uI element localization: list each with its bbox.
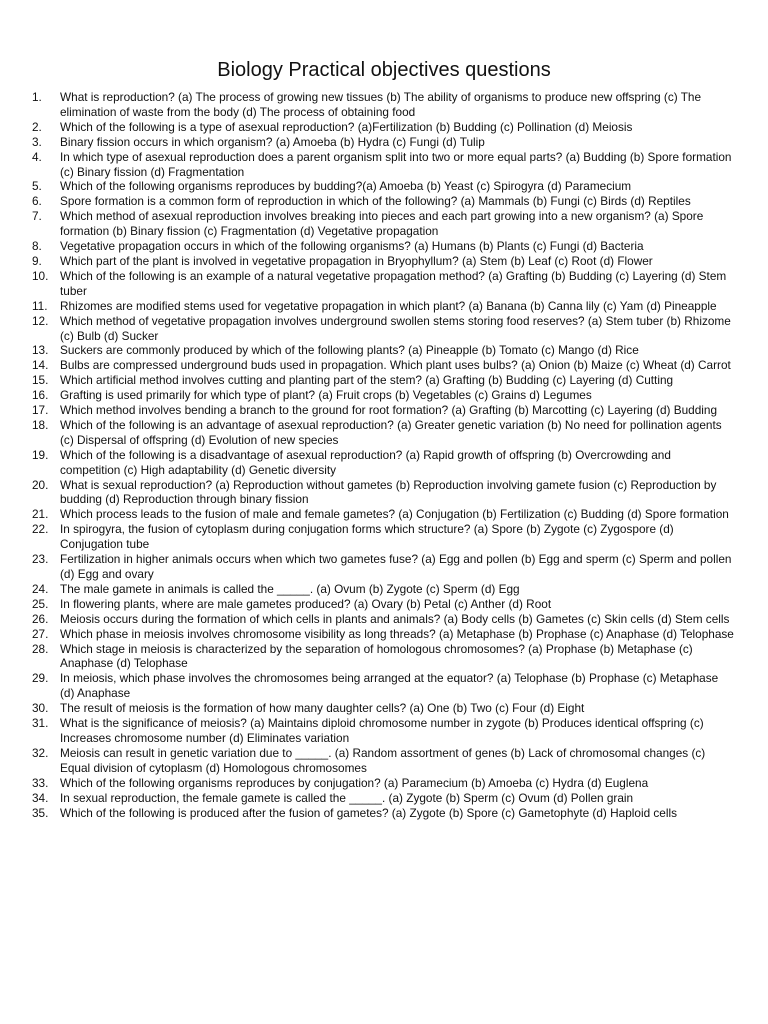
question-number: 7. [32, 209, 42, 224]
question-item [24, 642, 744, 672]
question-number: 21. [32, 507, 49, 522]
question-number: 16. [32, 388, 49, 403]
question-text: Meiosis occurs during the formation of which cells in plants and animals? (a) Body cells (b) Gametes (c) Skin cells (d) Stem cells [60, 611, 730, 626]
question-text: Which of the following is an example of a natural vegetative propagation method? (a) Grafting (b) Budding (c) Layering (d) Stem tuber [60, 268, 727, 298]
question-text: In which type of asexual reproduction does a parent organism split into two or more equal parts? (a) Budding (b) Spore formation (c) Binary fission (d) Fragmentation [60, 149, 732, 179]
question-item [24, 358, 744, 373]
question-text: Which method of vegetative propagation involves underground swollen stems storing food reserves? (a) Stem tuber (b) Rhizome (c) Bulb (d) Sucker [60, 313, 731, 343]
question-number: 3. [32, 134, 42, 149]
question-number: 35. [32, 805, 49, 820]
question-item [24, 776, 744, 791]
question-number: 9. [32, 253, 42, 268]
question-number: 6. [32, 194, 42, 209]
question-text: Which of the following is an advantage of asexual reproduction? (a) Greater genetic variation (b) No need for pollination agents (c) Dispersal of offspring (d) Evolution of new species [60, 417, 722, 447]
question-text: Bulbs are compressed underground buds used in propagation. Which plant uses bulbs? (a) Onion (b) Maize (c) Wheat (d) Carrot [60, 358, 731, 373]
question-number: 34. [32, 790, 49, 805]
question-item [24, 254, 744, 269]
question-item [24, 135, 744, 150]
question-text: Which of the following is produced after the fusion of gametes? (a) Zygote (b) Spore (c) Gametophyte (d) Haploid cells [60, 805, 678, 820]
question-number: 30. [32, 701, 49, 716]
question-item [24, 671, 744, 701]
question-item [24, 269, 744, 299]
question-number: 29. [32, 671, 49, 686]
question-number: 10. [32, 268, 49, 283]
question-item [24, 314, 744, 344]
question-text: Meiosis can result in genetic variation due to _____. (a) Random assortment of genes (b) Lack of chromosomal changes (c) Equal division of cytoplasm (d) Homologous chromosomes [60, 745, 706, 775]
question-number: 32. [32, 745, 49, 760]
question-item [24, 388, 744, 403]
question-number: 20. [32, 477, 49, 492]
question-text: Which of the following organisms reproduces by budding?(a) Amoeba (b) Yeast (c) Spirogyra (d) Paramecium [60, 179, 632, 194]
question-item [24, 612, 744, 627]
question-item [24, 418, 744, 448]
question-text: What is sexual reproduction? (a) Reproduction without gametes (b) Reproduction involving gamete fusion (c) Reproduction by budding (d) Reproduction through binary fission [60, 477, 717, 507]
question-list [24, 90, 744, 820]
question-item [24, 746, 744, 776]
question-number: 1. [32, 90, 42, 104]
question-number: 15. [32, 373, 49, 388]
question-item [24, 209, 744, 239]
question-number: 17. [32, 403, 49, 418]
question-text: Which artificial method involves cutting and planting part of the stem? (a) Grafting (b) Budding (c) Layering (d) Cutting [60, 373, 674, 388]
question-item [24, 373, 744, 388]
question-text: What is the significance of meiosis? (a) Maintains diploid chromosome number in zygote (b) Produces identical offspring (c) Increases chromosome number (d) Eliminates variation [60, 716, 704, 745]
question-item [24, 179, 744, 194]
question-item [24, 403, 744, 418]
question-number: 13. [32, 343, 49, 358]
question-text: Which process leads to the fusion of male and female gametes? (a) Conjugation (b) Fertilization (c) Budding (d) Spore formation [60, 507, 729, 522]
question-number: 8. [32, 239, 42, 254]
question-text: In sexual reproduction, the female gamete is called the _____. (a) Zygote (b) Sperm (c) Ovum (d) Pollen grain [60, 790, 634, 805]
question-item [24, 150, 744, 180]
question-item [24, 120, 744, 135]
question-text: Grafting is used primarily for which type of plant? (a) Fruit crops (b) Vegetables (c) Grains d) Legumes [60, 388, 592, 403]
question-item [24, 791, 744, 806]
question-text: Which stage in meiosis is characterized by the separation of homologous chromosomes? (a) Prophase (b) Metaphase (c) Anaphase (d) Telophase [60, 641, 693, 671]
question-number: 2. [32, 119, 42, 134]
question-item [24, 627, 744, 642]
question-item [24, 507, 744, 522]
question-item [24, 597, 744, 612]
question-item [24, 448, 744, 478]
question-item [24, 343, 744, 358]
question-text: In flowering plants, where are male gametes produced? (a) Ovary (b) Petal (c) Anther (d) Root [60, 596, 552, 611]
question-text: Which of the following is a disadvantage of asexual reproduction? (a) Rapid growth of offspring (b) Overcrowding and competition (c) High adaptability (d) Genetic diversity [60, 447, 671, 477]
question-item [24, 478, 744, 508]
question-text: Which of the following is a type of asexual reproduction? (a)Fertilization (b) Budding (c) Pollination (d) Meiosis [60, 119, 633, 134]
question-item [24, 701, 744, 716]
question-text: Which phase in meiosis involves chromosome visibility as long threads? (a) Metaphase (b) Prophase (c) Anaphase (d) Telophase [60, 626, 734, 641]
question-text: Which method involves bending a branch to the ground for root formation? (a) Grafting (b) Marcotting (c) Layering (d) Budding [60, 403, 718, 418]
question-item [24, 90, 744, 120]
question-text: Rhizomes are modified stems used for vegetative propagation in which plant? (a) Banana (b) Canna lily (c) Yam (d) Pineapple [60, 298, 717, 313]
question-number: 12. [32, 313, 49, 328]
question-number: 11. [32, 298, 48, 313]
question-text: In spirogyra, the fusion of cytoplasm during conjugation forms which structure? (a) Spore (b) Zygote (c) Zygospore (d) Conjugation tube [60, 522, 674, 552]
question-number: 27. [32, 626, 49, 641]
question-text: What is reproduction? (a) The process of growing new tissues (b) The ability of organisms to produce new offspring (c) The elimination of waste from the body (d) The process of obtaining food [60, 90, 702, 119]
question-text: Which method of asexual reproduction involves breaking into pieces and each part growing into a new organism? (a) Spore formation (b) Binary fission (c) Fragmentation (d) Vegetative propagation [60, 209, 704, 239]
question-item [24, 194, 744, 209]
page-title: Biology Practical objectives questions [217, 59, 551, 81]
question-item [24, 806, 744, 821]
question-number: 19. [32, 447, 49, 462]
question-number: 28. [32, 641, 49, 656]
question-text: The result of meiosis is the formation of how many daughter cells? (a) One (b) Two (c) Four (d) Eight [60, 701, 585, 716]
question-text: Suckers are commonly produced by which of the following plants? (a) Pineapple (b) Tomato (c) Mango (d) Rice [60, 343, 639, 358]
question-number: 26. [32, 611, 49, 626]
question-item [24, 522, 744, 552]
question-text: Which part of the plant is involved in vegetative propagation in Bryophyllum? (a) Stem (b) Leaf (c) Root (d) Flower [60, 253, 653, 268]
question-number: 14. [32, 358, 49, 373]
question-text: In meiosis, which phase involves the chromosomes being arranged at the equator? (a) Telophase (b) Prophase (c) Metaphase (d) Anaphase [60, 671, 719, 701]
question-text: Fertilization in higher animals occurs when which two gametes fuse? (a) Egg and pollen (b) Egg and sperm (c) Sperm and pollen (d) Egg and ovary [60, 552, 732, 581]
question-number: 23. [32, 552, 49, 567]
question-item [24, 716, 744, 746]
question-text: The male gamete in animals is called the _____. (a) Ovum (b) Zygote (c) Sperm (d) Egg [60, 581, 520, 596]
question-text: Vegetative propagation occurs in which of the following organisms? (a) Humans (b) Plants (c) Fungi (d) Bacteria [60, 239, 644, 254]
question-number: 22. [32, 522, 49, 537]
question-number: 25. [32, 596, 49, 611]
question-item [24, 239, 744, 254]
question-item [24, 552, 744, 582]
question-text: Which of the following organisms reproduces by conjugation? (a) Paramecium (b) Amoeba (c) Hydra (d) Euglena [60, 775, 649, 790]
question-number: 31. [32, 716, 49, 731]
question-item [24, 299, 744, 314]
question-number: 33. [32, 775, 49, 790]
question-number: 24. [32, 581, 49, 596]
question-number: 5. [32, 179, 42, 194]
question-text: Spore formation is a common form of reproduction in which of the following? (a) Mammals (b) Fungi (c) Birds (d) Reptiles [60, 194, 691, 209]
question-number: 18. [32, 417, 49, 432]
question-text: Binary fission occurs in which organism? (a) Amoeba (b) Hydra (c) Fungi (d) Tulip [60, 134, 485, 149]
question-item [24, 582, 744, 597]
question-number: 4. [32, 149, 42, 164]
